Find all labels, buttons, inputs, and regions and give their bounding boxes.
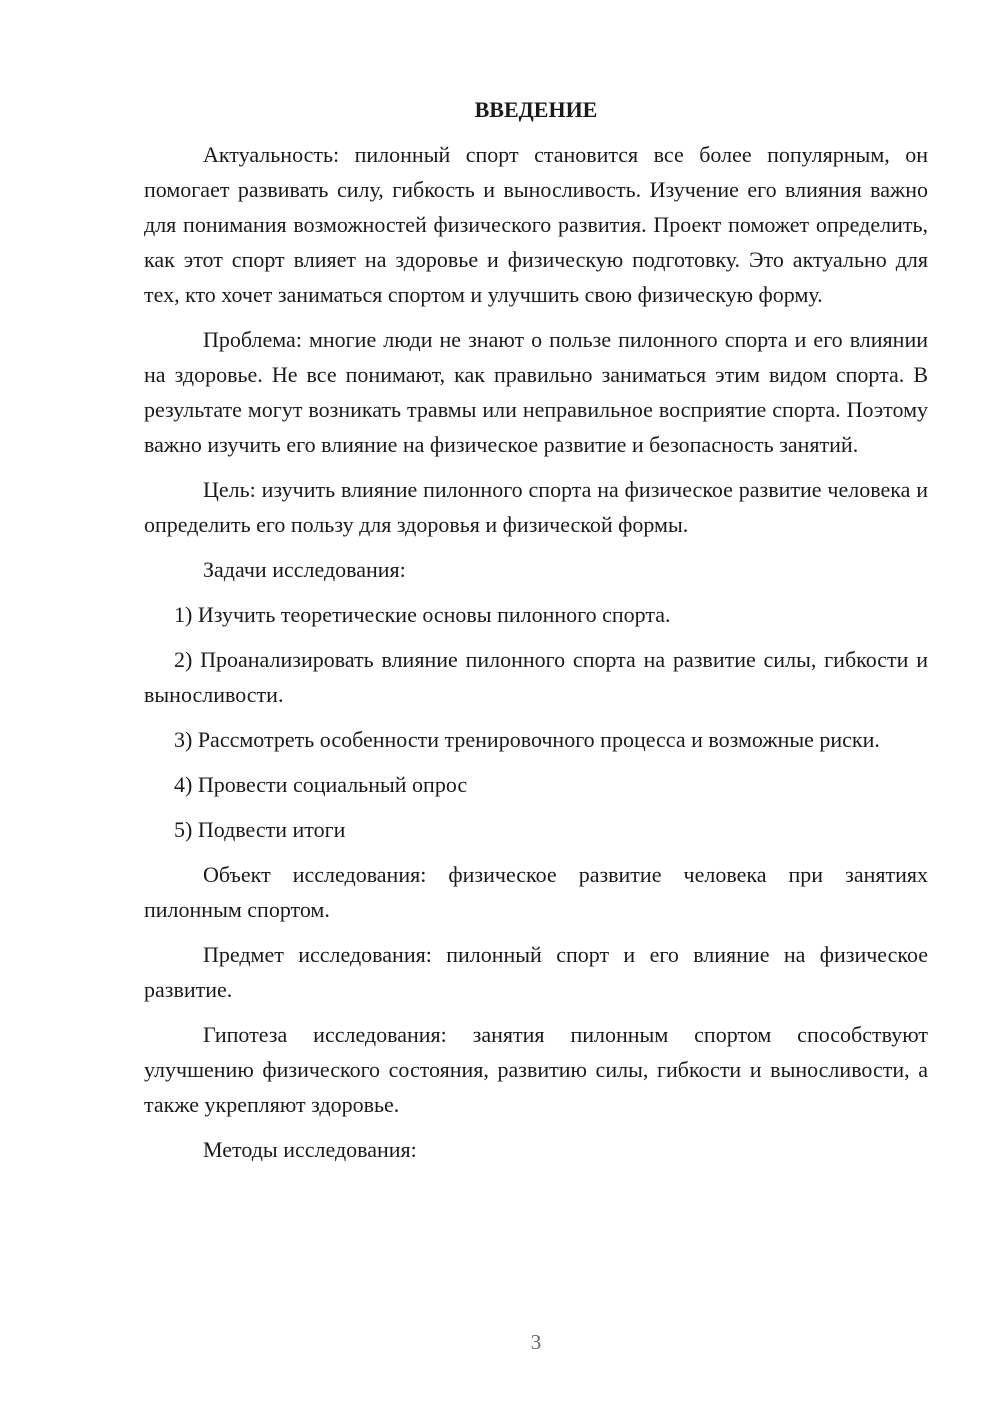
- page-number: 3: [530, 1330, 542, 1354]
- paragraph-methods: Методы исследования:: [203, 1137, 417, 1162]
- paragraph-subject: Предмет исследования: пилонный спорт и его влияние на физическое развитие.: [144, 942, 928, 1002]
- task-item: 1) Изучить теоретические основы пилонного спорта.: [174, 602, 671, 627]
- task-item: 5) Подвести итоги: [174, 817, 346, 842]
- paragraph-tasks-intro: Задачи исследования:: [203, 557, 406, 582]
- document-body: [144, 92, 928, 1177]
- paragraph-problem: Проблема: многие люди не знают о пользе пилонного спорта и его влиянии на здоровье. Не все понимают, как правильно заниматься этим видом спорта. В результате могут возникать травмы или неправильное восприятие спорта. Поэтому важно изучить его влияние на физическое развитие и безопасность занятий.: [144, 327, 928, 457]
- paragraph-object: Объект исследования: физическое развитие человека при занятиях пилонным спортом.: [144, 862, 928, 922]
- section-heading: ВВЕДЕНИЕ: [474, 97, 598, 122]
- paragraph-relevance: Актуальность: пилонный спорт становится все более популярным, он помогает развивать силу, гибкость и выносливость. Изучение его влияния важно для понимания возможностей физического развития. Проект поможет определить, как этот спорт влияет на здоровье и физическую подготовку. Это актуально для тех, кто хочет заниматься спортом и улучшить свою физическую форму.: [144, 142, 928, 307]
- task-item: 4) Провести социальный опрос: [174, 772, 468, 797]
- paragraph-goal: Цель: изучить влияние пилонного спорта на физическое развитие человека и определить его пользу для здоровья и физической формы.: [144, 477, 928, 537]
- paragraph-hypothesis: Гипотеза исследования: занятия пилонным спортом способствуют улучшению физического состояния, развитию силы, гибкости и выносливости, а также укрепляют здоровье.: [144, 1022, 928, 1117]
- task-item: 3) Рассмотреть особенности тренировочного процесса и возможные риски.: [174, 727, 880, 752]
- task-item: 2) Проанализировать влияние пилонного спорта на развитие силы, гибкости и выносливости.: [144, 647, 928, 707]
